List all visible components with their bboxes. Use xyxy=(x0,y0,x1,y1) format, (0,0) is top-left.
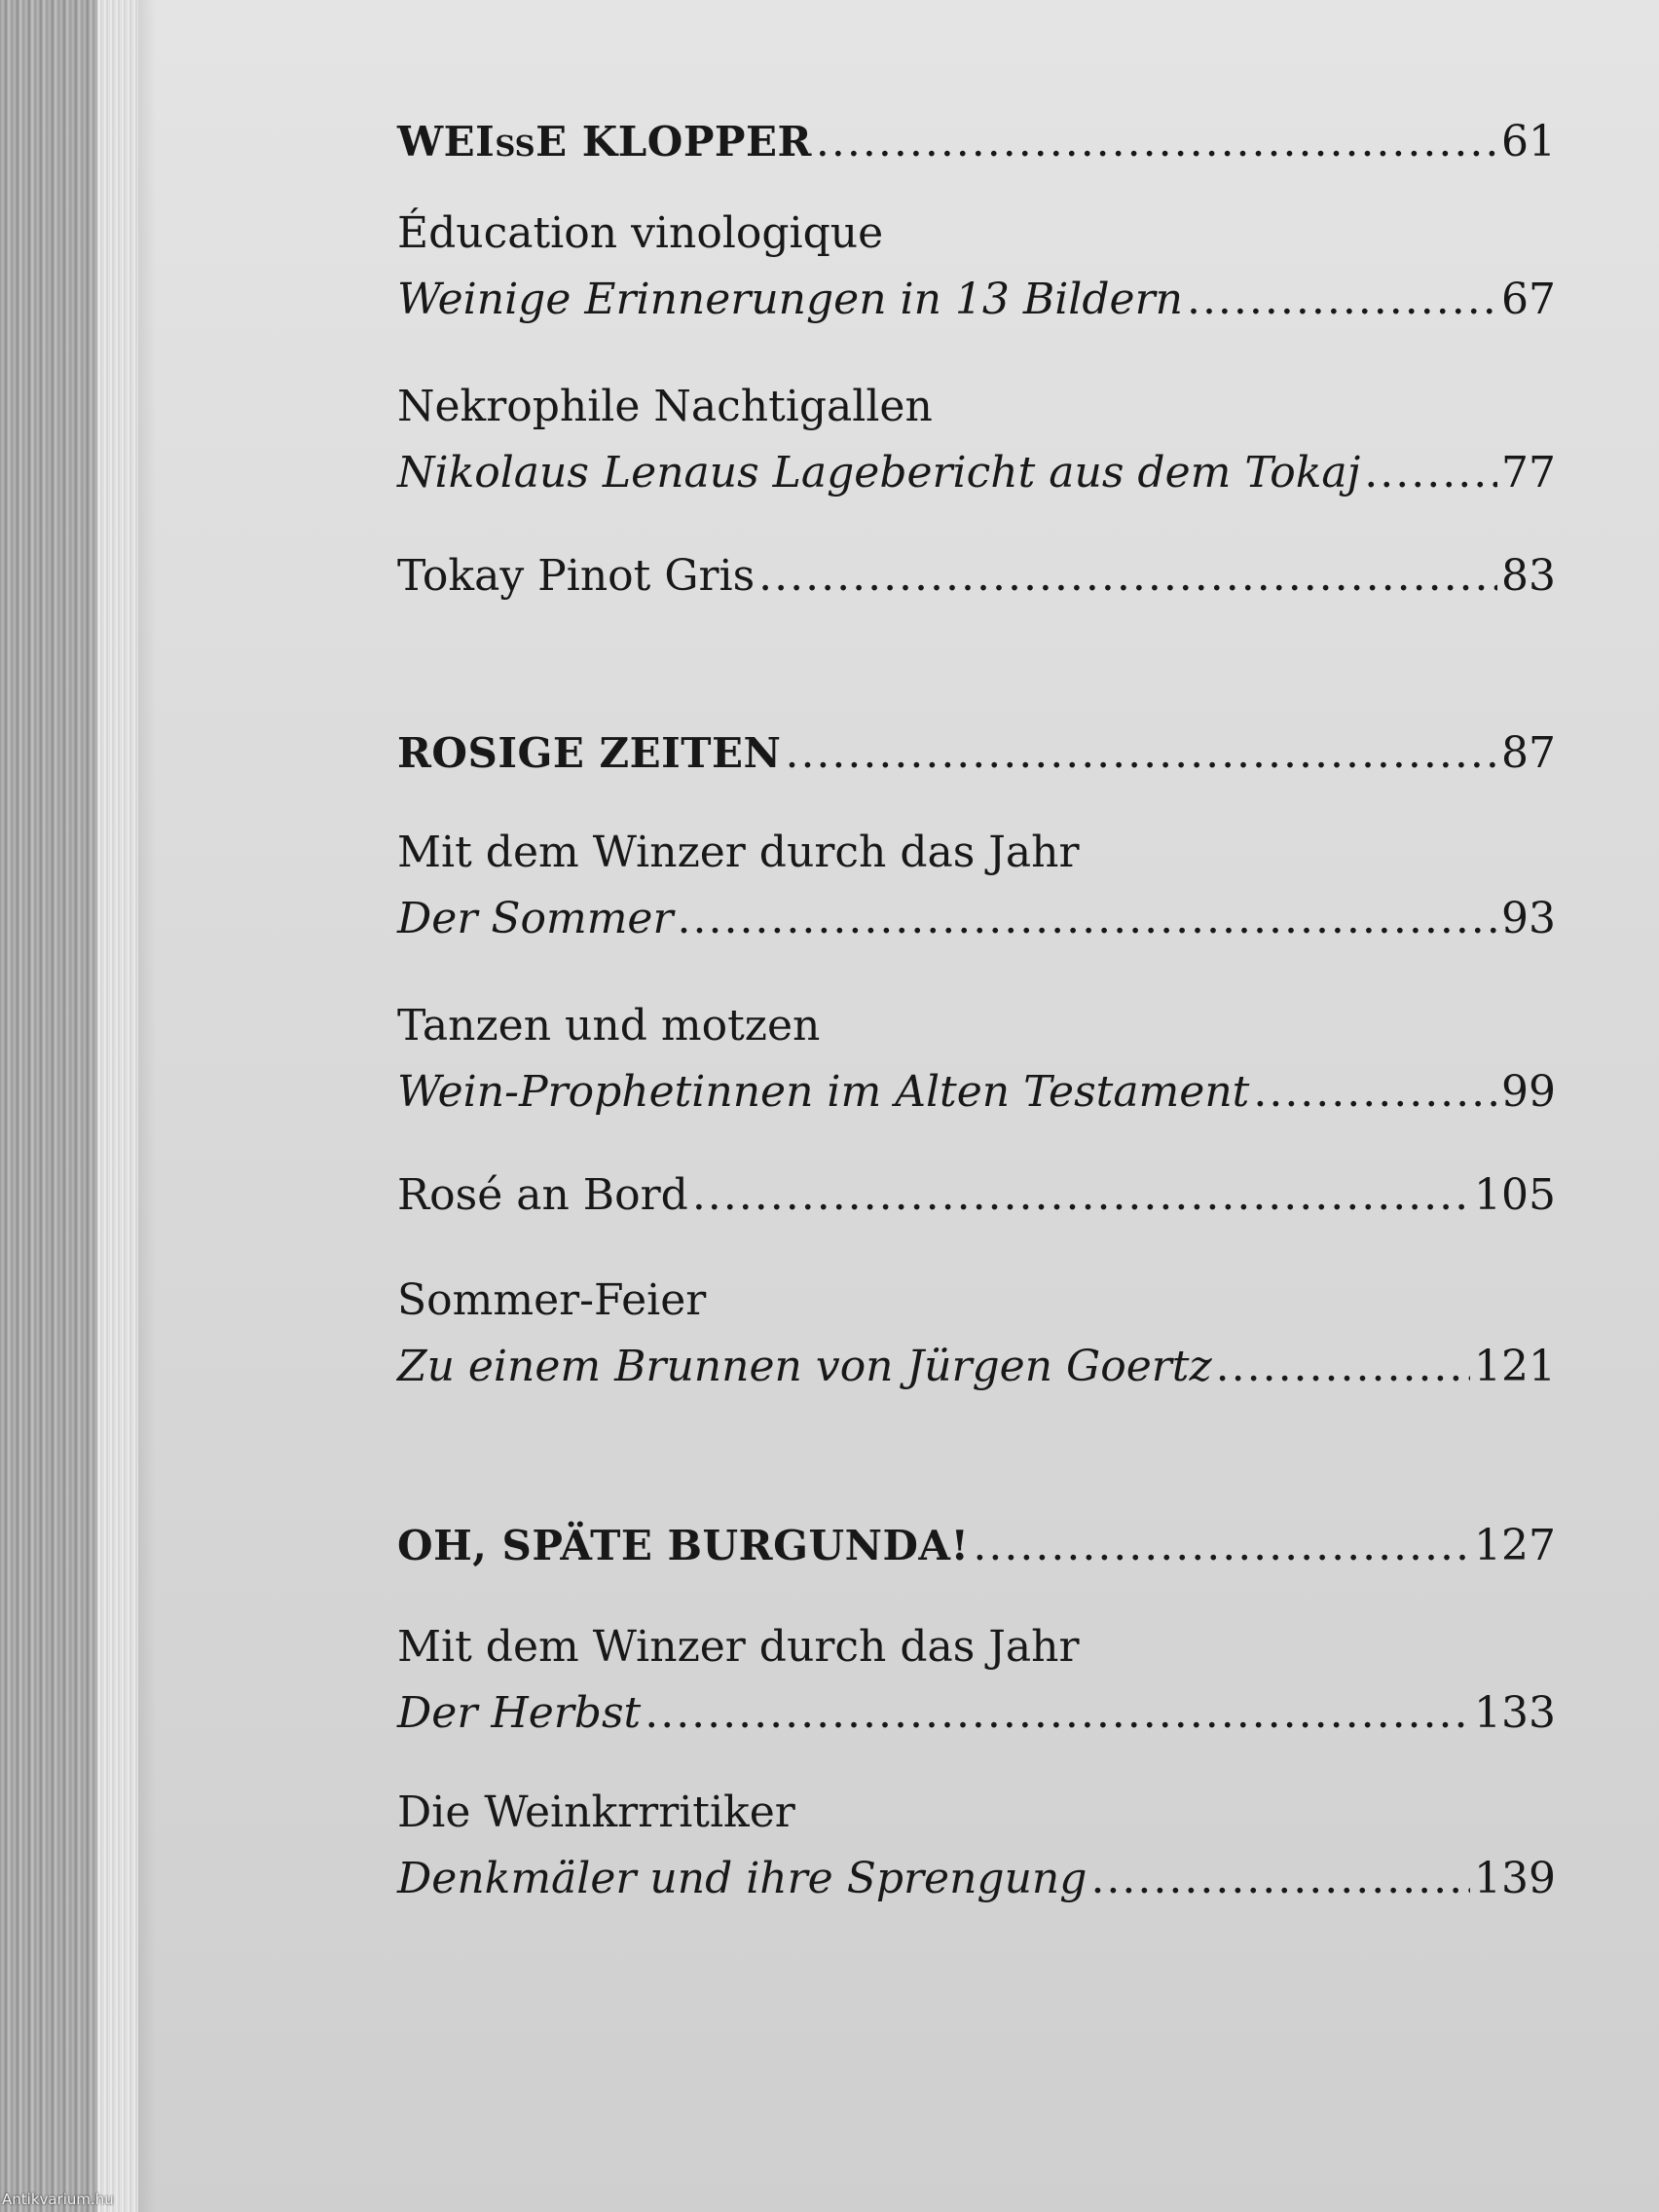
leader-dots xyxy=(1364,444,1497,502)
page-number: 61 xyxy=(1501,117,1556,166)
entry-title: Nekrophile Nachtigallen xyxy=(397,382,933,431)
leader-dots xyxy=(678,890,1498,948)
entry-title: Sommer-Feier xyxy=(397,1275,707,1325)
entry-subtitle-line xyxy=(397,890,1556,948)
page-number: 87 xyxy=(1501,728,1556,778)
leader-dots xyxy=(816,113,1497,171)
toc-section xyxy=(397,113,1556,606)
book-edge-background xyxy=(0,0,97,2212)
entry-line xyxy=(397,1166,1556,1225)
entry-subtitle-line xyxy=(397,1684,1556,1743)
entry-subtitle: Weinige Erinnerungen in 13 Bildern xyxy=(397,275,1183,324)
entry-title: Mit dem Winzer durch das Jahr xyxy=(397,828,1080,877)
entry-subtitle: Zu einem Brunnen von Jürgen Goertz xyxy=(397,1342,1212,1391)
table-of-contents xyxy=(397,88,1556,1908)
entry-title: Tanzen und motzen xyxy=(397,1001,821,1051)
entry-subtitle-line xyxy=(397,444,1556,502)
entry-subtitle: Der Sommer xyxy=(397,894,674,943)
entry-line xyxy=(397,547,1556,606)
leader-dots xyxy=(692,1166,1470,1225)
page-number: 83 xyxy=(1501,551,1556,601)
entry-subtitle: Wein-Prophetinnen im Alten Testament xyxy=(397,1067,1250,1117)
entry-subtitle: Denkmäler und ihre Sprengung xyxy=(397,1854,1088,1903)
page-number: 67 xyxy=(1501,275,1556,324)
page-number: 99 xyxy=(1501,1067,1556,1117)
leader-dots xyxy=(1253,1063,1497,1122)
page-number: 93 xyxy=(1501,894,1556,943)
section-heading-line xyxy=(397,724,1556,783)
leader-dots xyxy=(645,1684,1470,1743)
entry-title: Tokay Pinot Gris xyxy=(397,551,756,601)
leader-dots xyxy=(973,1517,1470,1575)
entry-subtitle-line xyxy=(397,1063,1556,1122)
entry-subtitle-line xyxy=(397,1338,1556,1396)
leader-dots xyxy=(785,724,1497,783)
entry-subtitle-line xyxy=(397,271,1556,329)
toc-section xyxy=(397,724,1556,1396)
leader-dots xyxy=(1187,271,1497,329)
entry-title: Rosé an Bord xyxy=(397,1170,688,1220)
page-number: 105 xyxy=(1474,1170,1556,1220)
entry-subtitle: Nikolaus Lenaus Lagebericht aus dem Tokaj xyxy=(397,448,1361,498)
section-heading-line xyxy=(397,113,1556,171)
entry-title: Mit dem Winzer durch das Jahr xyxy=(397,1622,1080,1672)
entry-title: Éducation vinologique xyxy=(397,208,884,258)
page-edges xyxy=(97,0,138,2212)
watermark: Antikvarium.hu xyxy=(2,2191,114,2208)
section-title: OH, SPÄTE BURGUNDA! xyxy=(397,1522,970,1569)
page-number: 127 xyxy=(1474,1521,1556,1570)
entry-subtitle-line xyxy=(397,1850,1556,1908)
page-number: 133 xyxy=(1474,1688,1556,1738)
leader-dots xyxy=(1090,1850,1470,1908)
leader-dots xyxy=(758,547,1497,606)
page-number: 121 xyxy=(1474,1342,1556,1391)
section-heading-line xyxy=(397,1517,1556,1575)
leader-dots xyxy=(1216,1338,1470,1396)
section-title: WEIßE KLOPPER xyxy=(397,118,812,166)
entry-subtitle: Der Herbst xyxy=(397,1688,642,1738)
section-title: ROSIGE ZEITEN xyxy=(397,729,782,777)
toc-section xyxy=(397,1517,1556,1908)
page-number: 77 xyxy=(1501,448,1556,498)
page-number: 139 xyxy=(1474,1854,1556,1903)
entry-title: Die Weinkrrritiker xyxy=(397,1788,795,1837)
